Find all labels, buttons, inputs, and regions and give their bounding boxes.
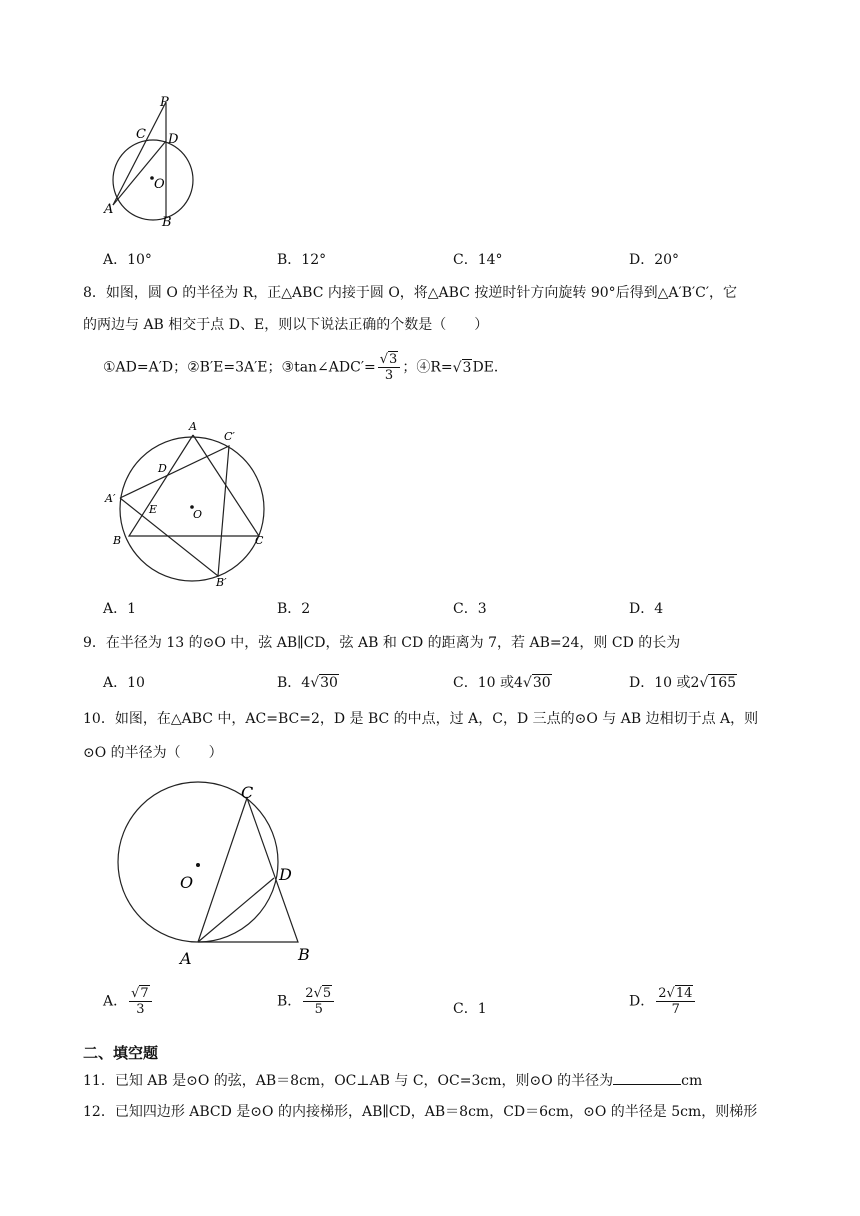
q8-r-radicand: 3 [462, 359, 472, 376]
fig8-label-c: C [255, 534, 264, 547]
fig7-label-c: C [136, 127, 146, 142]
fig7-label-o: O [154, 177, 165, 192]
fig8-label-o: O [193, 508, 203, 521]
fig8-label-b1: B′ [216, 576, 227, 588]
fig8-label-b: B [113, 534, 122, 547]
figure-q7 [100, 92, 230, 232]
fig10-circle [118, 782, 278, 942]
fig7-label-b: B [162, 215, 172, 230]
fig8-circle [120, 437, 264, 581]
q8-statement-part1: ①AD=A′D；②B′E=3A′E；③tan∠ADC′= [103, 359, 376, 376]
fig7-label-d: D [168, 132, 179, 147]
fig7-label-p: P [160, 95, 169, 110]
q8-fraction: $\frac{√3}{3}$ [378, 352, 401, 383]
q10-option-b: B． $\frac{2√5}{5}$ [277, 986, 336, 1017]
q9-stem: 9．在半径为 13 的⊙O 中，弦 AB∥CD，弦 AB 和 CD 的距离为 7，若 AB=24，则 CD 的长为 [83, 635, 681, 651]
q7-option-a: A．10° [103, 252, 152, 268]
q8-option-d: D．4 [629, 601, 664, 617]
q11-stem: 11．已知 AB 是⊙O 的弦，AB＝8cm，OC⊥AB 与 C，OC=3cm，则⊙O 的半径为 cm [83, 1070, 843, 1091]
q9-option-a: A．10 [103, 675, 145, 691]
q9-option-c: C．10 或4√30 [453, 675, 551, 691]
fig8-label-a: A [189, 420, 197, 433]
fig8-label-e: E [149, 503, 158, 516]
q8-frac-denominator: 3 [384, 368, 394, 383]
q8-frac-radicand: 3 [389, 352, 398, 367]
section-fill-in-heading: 二、填空题 [83, 1044, 159, 1062]
fig8-label-c1: C′ [224, 430, 235, 443]
q8-option-c: C．3 [453, 601, 487, 617]
fig8-label-a1: A′ [105, 492, 116, 505]
q8-statement-part2: ；④R= [402, 359, 453, 376]
q10-option-d: D． $\frac{2√14}{7}$ [629, 986, 697, 1017]
q9-option-d: D．10 或2√165 [629, 675, 737, 691]
q10-stem-line2: ⊙O 的半径为（ ） [83, 745, 223, 761]
fig10-label-b: B [298, 945, 310, 964]
q8-stem-line2: 的两边与 AB 相交于点 D、E，则以下说法正确的个数是（ ） [83, 317, 489, 333]
q10-option-a: A． $\frac{√7}{3}$ [103, 986, 154, 1017]
fig10-label-d: D [279, 865, 292, 884]
q10-stem-line1: 10．如图，在△ABC 中，AC=BC=2，D 是 BC 的中点，过 A，C，D 三点的⊙O 与 AB 边相切于点 A，则 [83, 711, 759, 727]
figure-q8 [100, 418, 280, 588]
fig8-label-d: D [158, 462, 167, 475]
fig10-label-a: A [180, 949, 192, 968]
q11-answer-blank[interactable] [613, 1070, 681, 1085]
figure-q10 [110, 780, 330, 970]
fig7-line-ad [113, 141, 166, 205]
q8-option-b: B．2 [277, 601, 311, 617]
fig10-label-c: C [241, 783, 254, 802]
q9-option-b: B．4√30 [277, 675, 338, 691]
q7-option-b: B．12° [277, 252, 327, 268]
q7-option-c: C．14° [453, 252, 503, 268]
fig10-center-dot [196, 863, 200, 867]
fig7-label-a: A [104, 202, 114, 217]
q8-stem-line1: 8．如图，圆 O 的半径为 R，正△ABC 内接于圆 O，将△ABC 按逆时针方向旋转 90°后得到△A′B′C′，它 [83, 285, 738, 301]
q7-option-d: D．20° [629, 252, 680, 268]
q8-statements: ①AD=A′D；②B′E=3A′E；③tan∠ADC′= $\frac{√3}{3}$ ；④R=√3DE． [103, 352, 508, 383]
fig10-label-o: O [180, 873, 194, 892]
q10-option-c: C．1 [453, 1001, 487, 1017]
q12-stem: 12．已知四边形 ABCD 是⊙O 的内接梯形，AB∥CD，AB＝8cm，CD＝6cm，⊙O 的半径是 5cm，则梯形 [83, 1104, 758, 1120]
fig7-circle [113, 140, 193, 220]
q8-option-a: A．1 [103, 601, 137, 617]
q8-statement-part3: DE． [472, 359, 508, 376]
